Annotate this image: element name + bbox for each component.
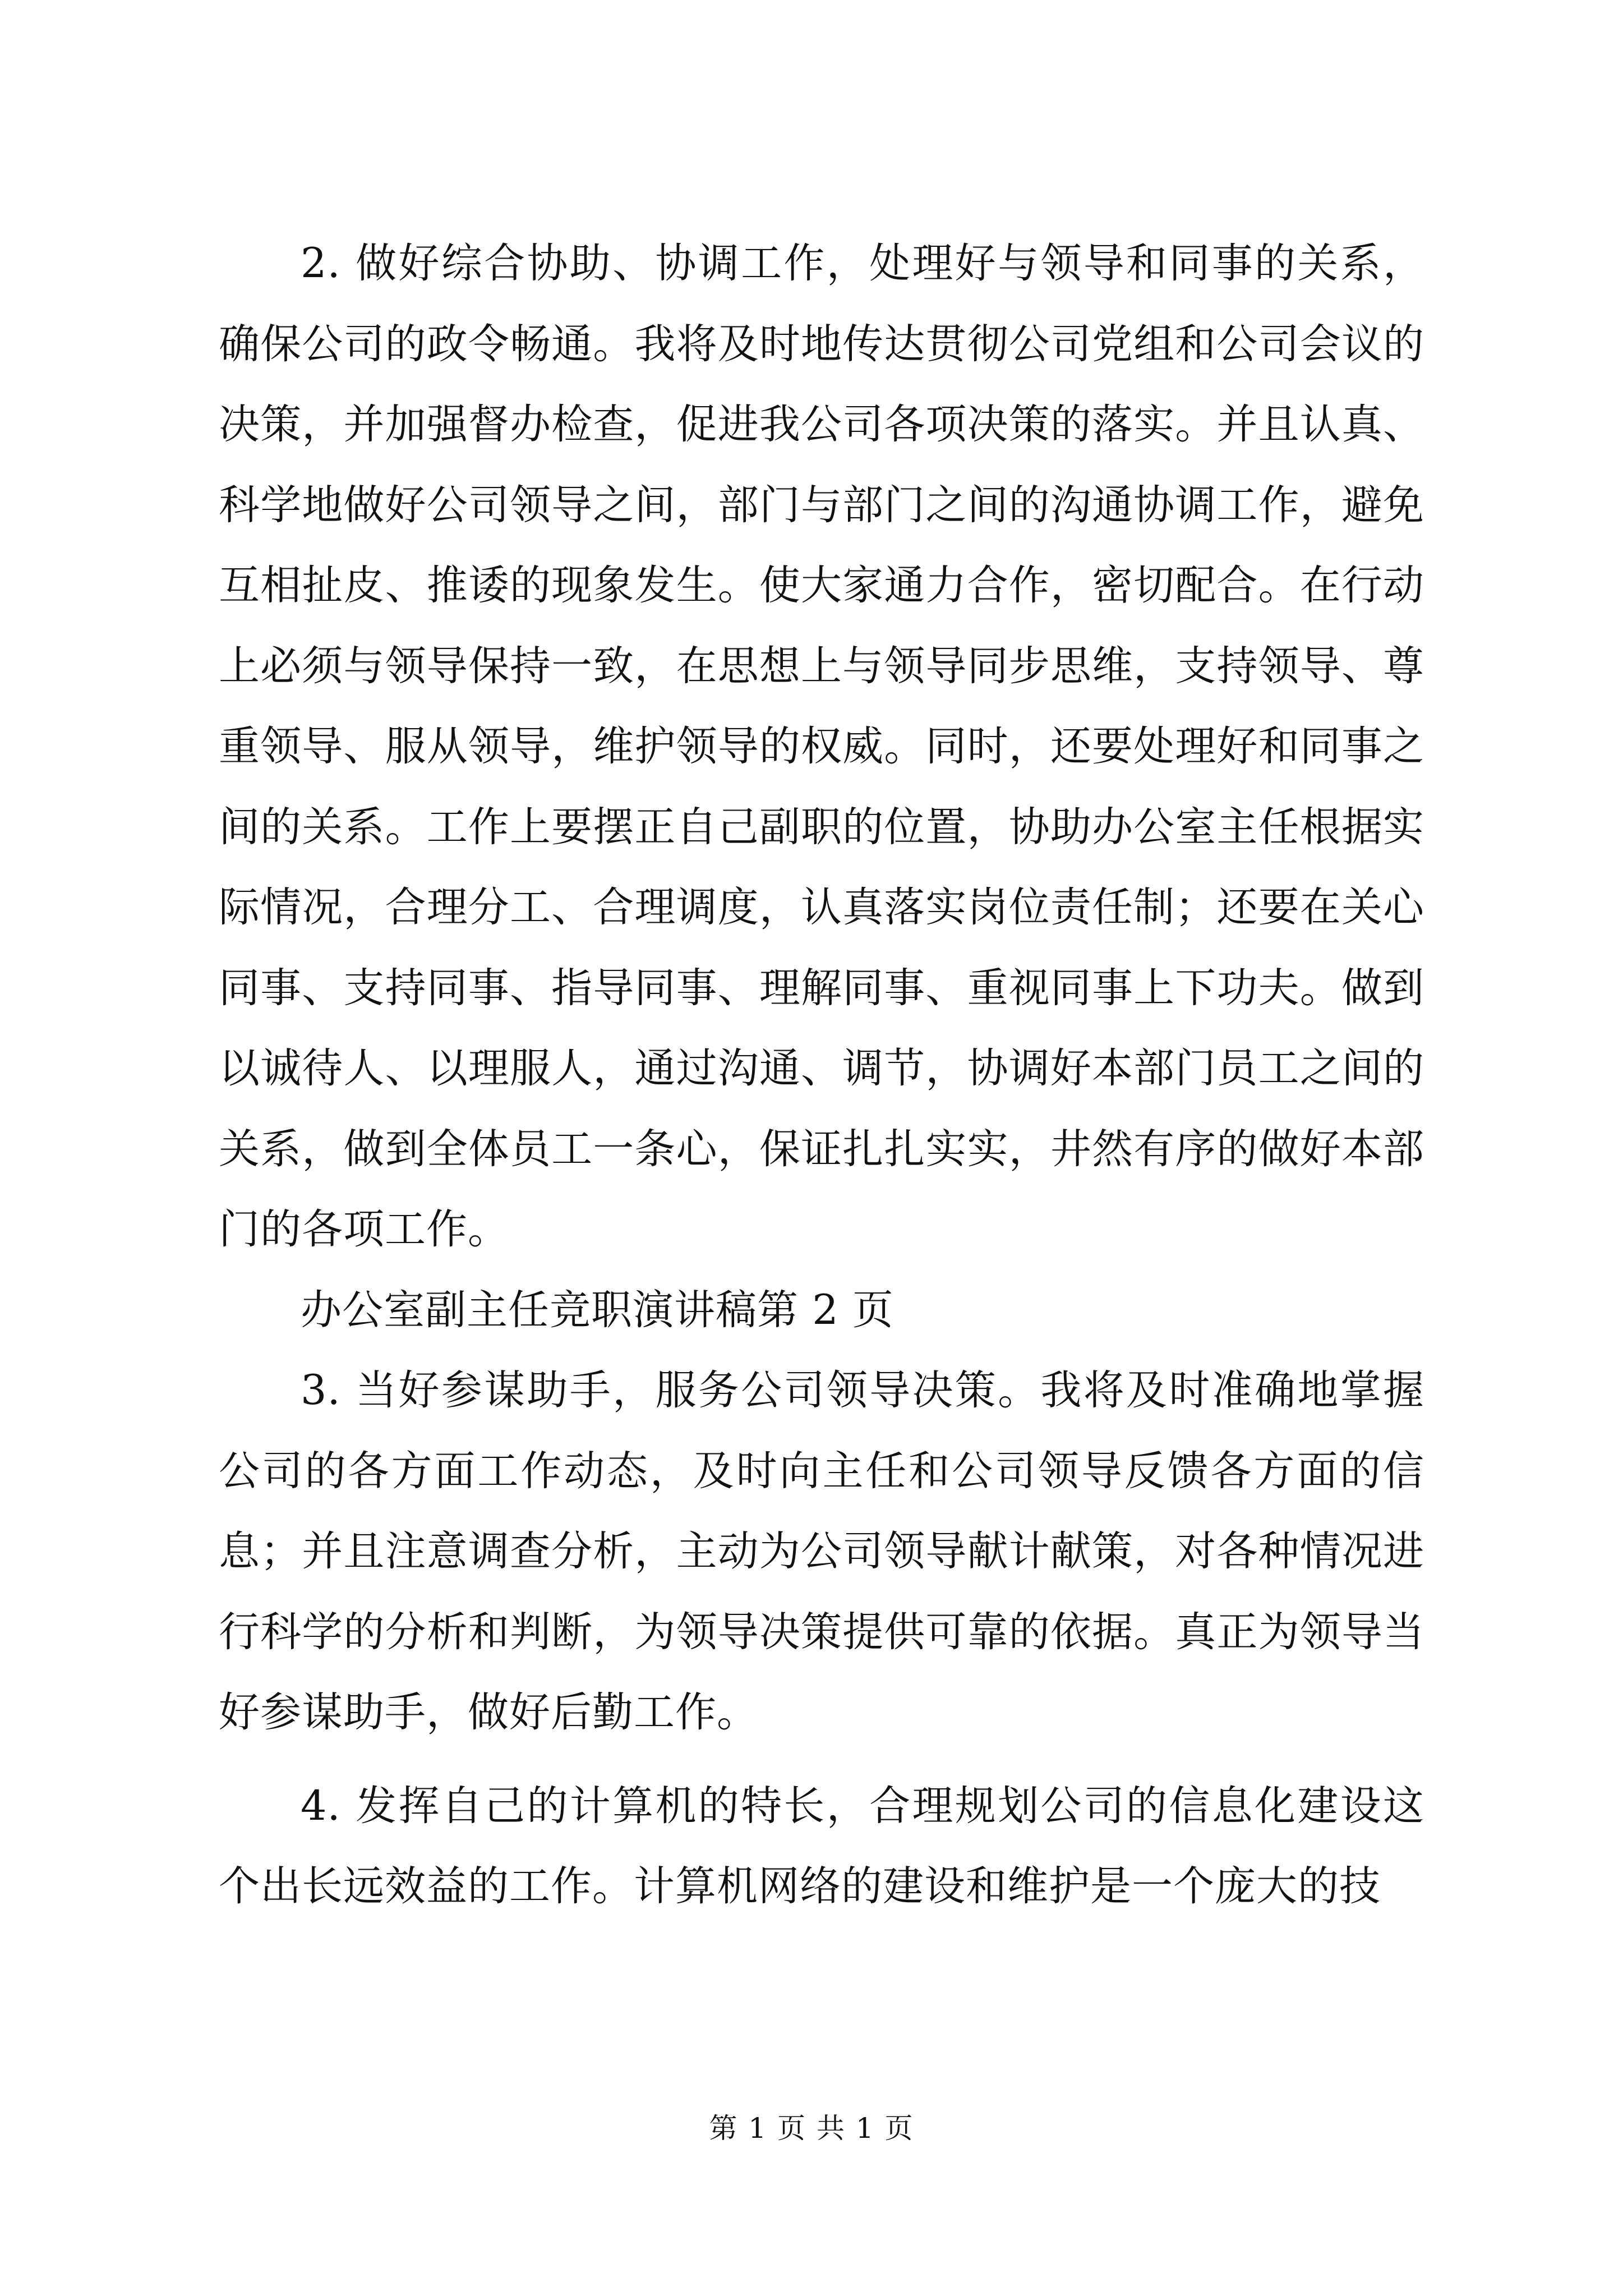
paragraph-item-2: 2. 做好综合协助、协调工作，处理好与领导和同事的关系，确保公司的政令畅通。我将及时地传达贯彻公司党组和公司会议的决策，并加强督办检查，促进我公司各项决策的落实。并且认真、科学地做好公司领导之间，部门与部门之间的沟通协调工作，避免互相扯皮、推诿的现象发生。使大家通力合作，密切配合。在行动上必须与领导保持一致，在思想上与领导同步思维，支持领导、尊重领导、服从领导，维护领导的权威。同时，还要处理好和同事之间的关系。工作上要摆正自己副职的位置，协助办公室主任根据实际情况，合理分工、合理调度，认真落实岗位责任制；还要在关心同事、支持同事、指导同事、理解同事、重视同事上下功夫。做到以诚待人、以理服人，通过沟通、调节，协调好本部门员工之间的关系，做到全体员工一条心，保证扎扎实实，井然有序的做好本部门的各项工作。 — [219, 240, 1424, 1253]
document-body — [219, 223, 1424, 1927]
page-footer: 第 1 页 共 1 页 — [709, 2112, 914, 2145]
paragraph-item-4: 4. 发挥自己的计算机的特长，合理规划公司的信息化建设这个出长远效益的工作。计算机网络的建设和维护是一个庞大的技 — [219, 1782, 1424, 1910]
page-marker-text: 办公室副主任竞职演讲稿第 2 页 — [301, 1286, 894, 1334]
paragraph-item-3: 3. 当好参谋助手，服务公司领导决策。我将及时准确地掌握公司的各方面工作动态，及时向主任和公司领导反馈各方面的信息；并且注意调查分析，主动为公司领导献计献策，对各种情况进行科学的分析和判断，为领导决策提供可靠的依据。真正为领导当好参谋助手，做好后勤工作。 — [219, 1366, 1424, 1736]
